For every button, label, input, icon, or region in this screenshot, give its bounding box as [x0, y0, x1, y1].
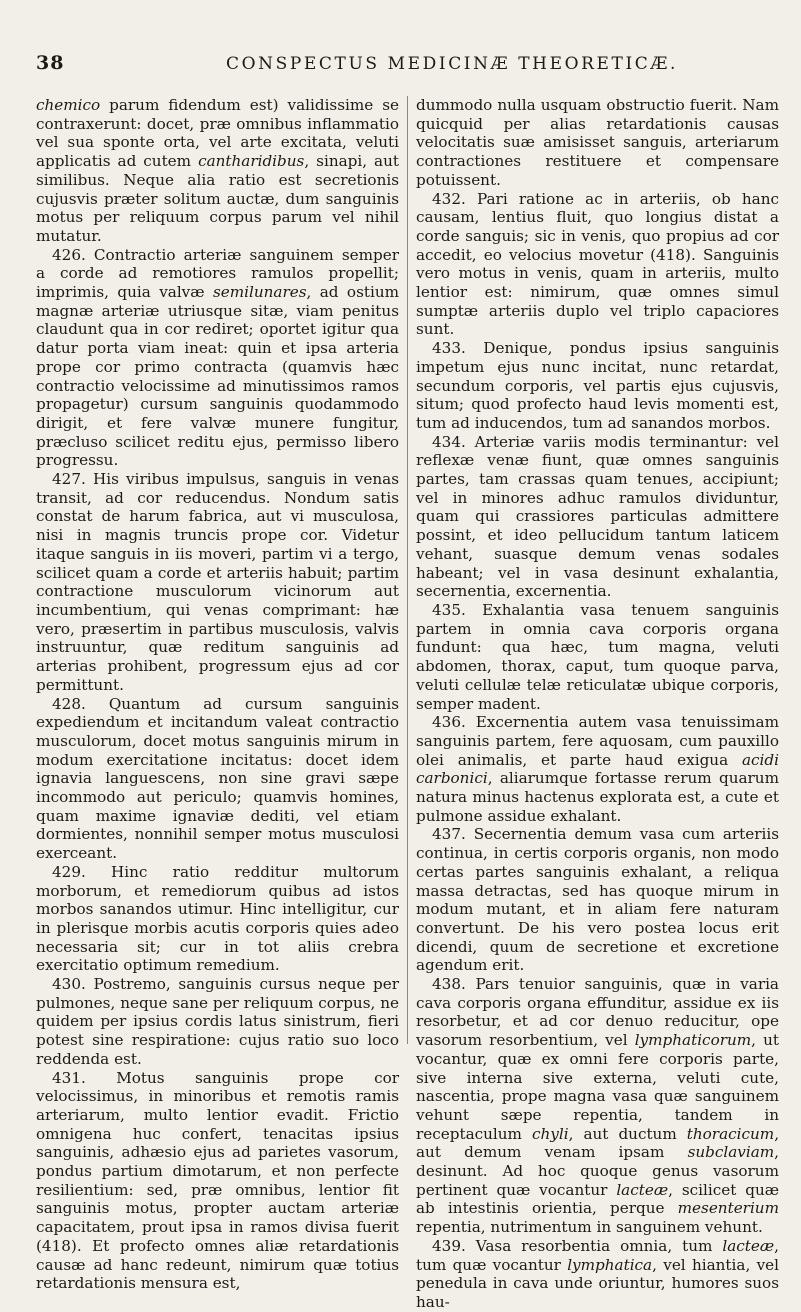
text-run: 436. Excernentia autem vasa tenuissimam sanguinis partem, fere aquosam, cum pauxillo olei animalis, et parte haud exigua: [416, 713, 779, 769]
page-number: 38: [36, 52, 65, 74]
column-divider: [407, 96, 408, 1044]
text-run: 433. Denique, pondus ipsius sanguinis impetum ejus nunc incitat, nunc retardat, secundum corporis, vel partis ejus cujusvis, situm; quod profecto haud levis momenti est, tum ad inducendos, tum ad sanandos morbos.: [416, 339, 779, 432]
text-run: , aliarumque fortasse rerum quarum natura minus hactenus explorata est, a cute et pulmone assidue exhalant.: [416, 769, 779, 825]
italic-term: thoracicum: [686, 1124, 775, 1143]
italic-term: subclaviam: [687, 1143, 775, 1162]
paragraph: [36, 695, 399, 863]
text-columns: [36, 96, 783, 1311]
page-header: [36, 52, 783, 76]
paragraph: [416, 975, 779, 1237]
running-head: CONSPECTUS MEDICINÆ THEORETICÆ.: [226, 54, 679, 74]
text-run: 437. Secernentia demum vasa cum arteriis continua, in certis corporis organis, non modo certas partes sanguinis exhalant, a reliqua massa detractas, sed has quoque mirum in modum mutant, et in aliam fere naturam convertunt. De his vero postea locus erit dicendi, quum de secretione et excretione agendum erit.: [416, 825, 779, 975]
text-run: , aut demum venam ipsam: [416, 1124, 780, 1162]
paragraph: [416, 713, 779, 825]
paragraph: [416, 190, 779, 340]
paragraph: [416, 433, 779, 601]
text-run: , scilicet quæ ab intestinis orientia, perque: [416, 1180, 780, 1218]
italic-term: lacteæ: [616, 1180, 669, 1199]
left-column: [36, 96, 400, 1293]
text-run: , vel hiantia, vel penedula in cava unde oriuntur, humores suos hau-: [416, 1255, 780, 1311]
text-run: 428. Quantum ad cursum sanguinis expediendum et incitandum valeat contractio musculorum, docet motus sanguinis mirum in modum exercitatione incitatus: docet idem ignavia languescens, non sine gravi sæpe incommodo aut periculo; quamvis homines, quam maxime ignaviæ dediti, vel etiam dormientes, nonnihil semper motus musculosi exerceant.: [36, 694, 399, 863]
text-run: 439. Vasa resorbentia omnia, tum: [432, 1236, 723, 1255]
text-run: 432. Pari ratione ac in arteriis, ob hanc causam, lentius fluit, quo longius distat a corde sanguis; sic in venis, quo propius ad cor accedit, eo velocius movetur (418). Sanguinis vero motus in venis, quam in arteriis, multo lentior est: nimirum, quæ omnes simul sumptæ arteriis duplo vel triplo capaciores sunt.: [416, 189, 779, 339]
italic-term: mesenterium: [677, 1199, 779, 1218]
text-run: 430. Postremo, sanguinis cursus neque per pulmones, neque sane per reliquum corpus, ne quidem per ipsius cordis latus sinistrum, fieri potest sine respiratione: cujus ratio suo loco reddenda est.: [36, 975, 399, 1068]
text-run: repentia, nutrimentum in sanguinem vehunt.: [416, 1218, 763, 1237]
paragraph: [416, 1237, 779, 1312]
text-run: dummodo nulla usquam obstructio fuerit. Nam quicquid per alias retardationis causas velocitatis suæ amisisset sanguis, arteriarum contractiones restituere et compensare potuissent.: [416, 96, 779, 189]
italic-term: lymphaticorum: [634, 1031, 752, 1050]
text-run: , desinunt. Ad hoc quoque genus vasorum pertinent quæ vocantur: [416, 1143, 779, 1199]
italic-term: lacteæ: [722, 1236, 775, 1255]
italic-term: chemico: [36, 96, 101, 114]
text-run: 431. Motus sanguinis prope cor velocissimus, in minoribus et remotis ramis arteriarum, multo lentior evadit. Frictio omnigena huc confert, tenacitas ipsius sanguinis, adhæsio ejus ad parietes vasorum, pondus partium dimotarum, et non perfecte resilientium: sed, præ omnibus, lentior fit sanguinis motus, propter auctam arteriæ capacitatem, prout ipsa in ramos divisa fuerit (418). Et profecto omnes aliæ retardationis causæ ad hanc redeunt, nimirum quæ totius retardationis mensura est,: [36, 1068, 399, 1293]
text-run: 426. Contractio arteriæ sanguinem semper a corde ad remotiores ramulos propellit; imprimis, quia valvæ: [36, 245, 399, 302]
text-run: , tum quæ vocantur: [416, 1236, 779, 1274]
paragraph: [36, 246, 399, 470]
italic-term: cantharidibus: [198, 152, 305, 171]
italic-term: acidi carbonici: [416, 750, 779, 788]
text-run: 434. Arteriæ variis modis terminantur: vel reflexæ venæ fiunt, quæ omnes sanguinis partes, tam crassas quam tenues, accipiunt; vel in minores adhuc ramulos dividuntur, quam qui crassiores particulas admittere possint, et ideo pellucidum tantum laticem vehant, suasque demum venas sodales habeant; vel in vasa desinunt exhalantia, secernentia, excernentia.: [416, 432, 779, 601]
paragraph: [36, 470, 399, 694]
text-run: , ut vocantur, quæ ex omni fere corporis parte, sive interna sive externa, veluti cute, nascentia, prope magna vasa quæ sanguinem vehunt sæpe repentia, tandem in receptaculum: [416, 1031, 779, 1143]
text-run: 429. Hinc ratio redditur multorum morborum, et remediorum quibus ad istos morbos sanandos utimur. Hinc intelligitur, cur in plerisque morbis acutis corporis quies adeo necessaria sit; cur in tot aliis crebra exercitatio optimum remedium.: [36, 862, 399, 975]
paragraph: [416, 601, 779, 713]
text-run: , sinapi, aut similibus. Neque alia ratio est secretionis cujusvis præter solitum auctæ, dum sanguinis motus per reliquum corpus parum vel nihil mutatur.: [36, 152, 399, 245]
text-run: , ad ostium magnæ arteriæ utriusque sitæ, viam penitus claudunt qua in cor rediret; oportet igitur qua datur porta viam ineat: quin et ipsa arteria prope cor primo contracta (quamvis hæc contractio velocissime ad minutissimos ramos propagetur) cursum sanguinis quodammodo dirigit, et fere valvæ munere fungitur, præcluso scilicet reditu ejus, permisso libero progressu.: [36, 283, 400, 470]
italic-term: lymphatica: [567, 1255, 653, 1274]
italic-term: chyli: [532, 1124, 569, 1143]
text-run: , aut ductum: [568, 1124, 687, 1143]
paragraph: [416, 339, 779, 433]
italic-term: semilunares: [212, 283, 307, 302]
paragraph: [416, 96, 779, 190]
text-run: parum fidendum est) validissime se contraxerunt: docet, præ omnibus inflammatio vel sua sponte orta, vel arte excitata, veluti applicatis ad cutem: [36, 96, 399, 171]
paragraph: [416, 825, 779, 975]
paragraph: [36, 1069, 399, 1293]
paragraph: [36, 975, 399, 1069]
text-run: 438. Pars tenuior sanguinis, quæ in varia cava corporis organa effunditur, assidue ex iis resorbetur, et ad cor denuo reducitur, ope vasorum resorbentium, vel: [416, 975, 779, 1050]
text-run: 435. Exhalantia vasa tenuem sanguinis partem in omnia cava corporis organa fundunt: qua hæc, tum magna, veluti abdomen, thorax, caput, tum quoque parva, veluti cellulæ telæ reticulatæ ubique corporis, semper madent.: [416, 600, 779, 713]
paragraph: [36, 96, 399, 246]
paragraph: [36, 863, 399, 975]
text-run: 427. His viribus impulsus, sanguis in venas transit, ad cor reducendus. Nondum satis constat de harum fabrica, aut vi musculosa, nisi in magnis truncis prope cor. Videtur itaque sanguis in iis moveri, partim vi a tergo, scilicet quam a corde et arteriis habuit; partim contractione musculorum vicinorum aut incumbentium, qui venas comprimant: hæ vero, præsertim in partibus musculosis, valvis instruuntur, quæ reditum sanguinis ad arterias prohibent, progressum ejus ad cor permittunt.: [36, 470, 399, 694]
right-column: [416, 96, 780, 1311]
